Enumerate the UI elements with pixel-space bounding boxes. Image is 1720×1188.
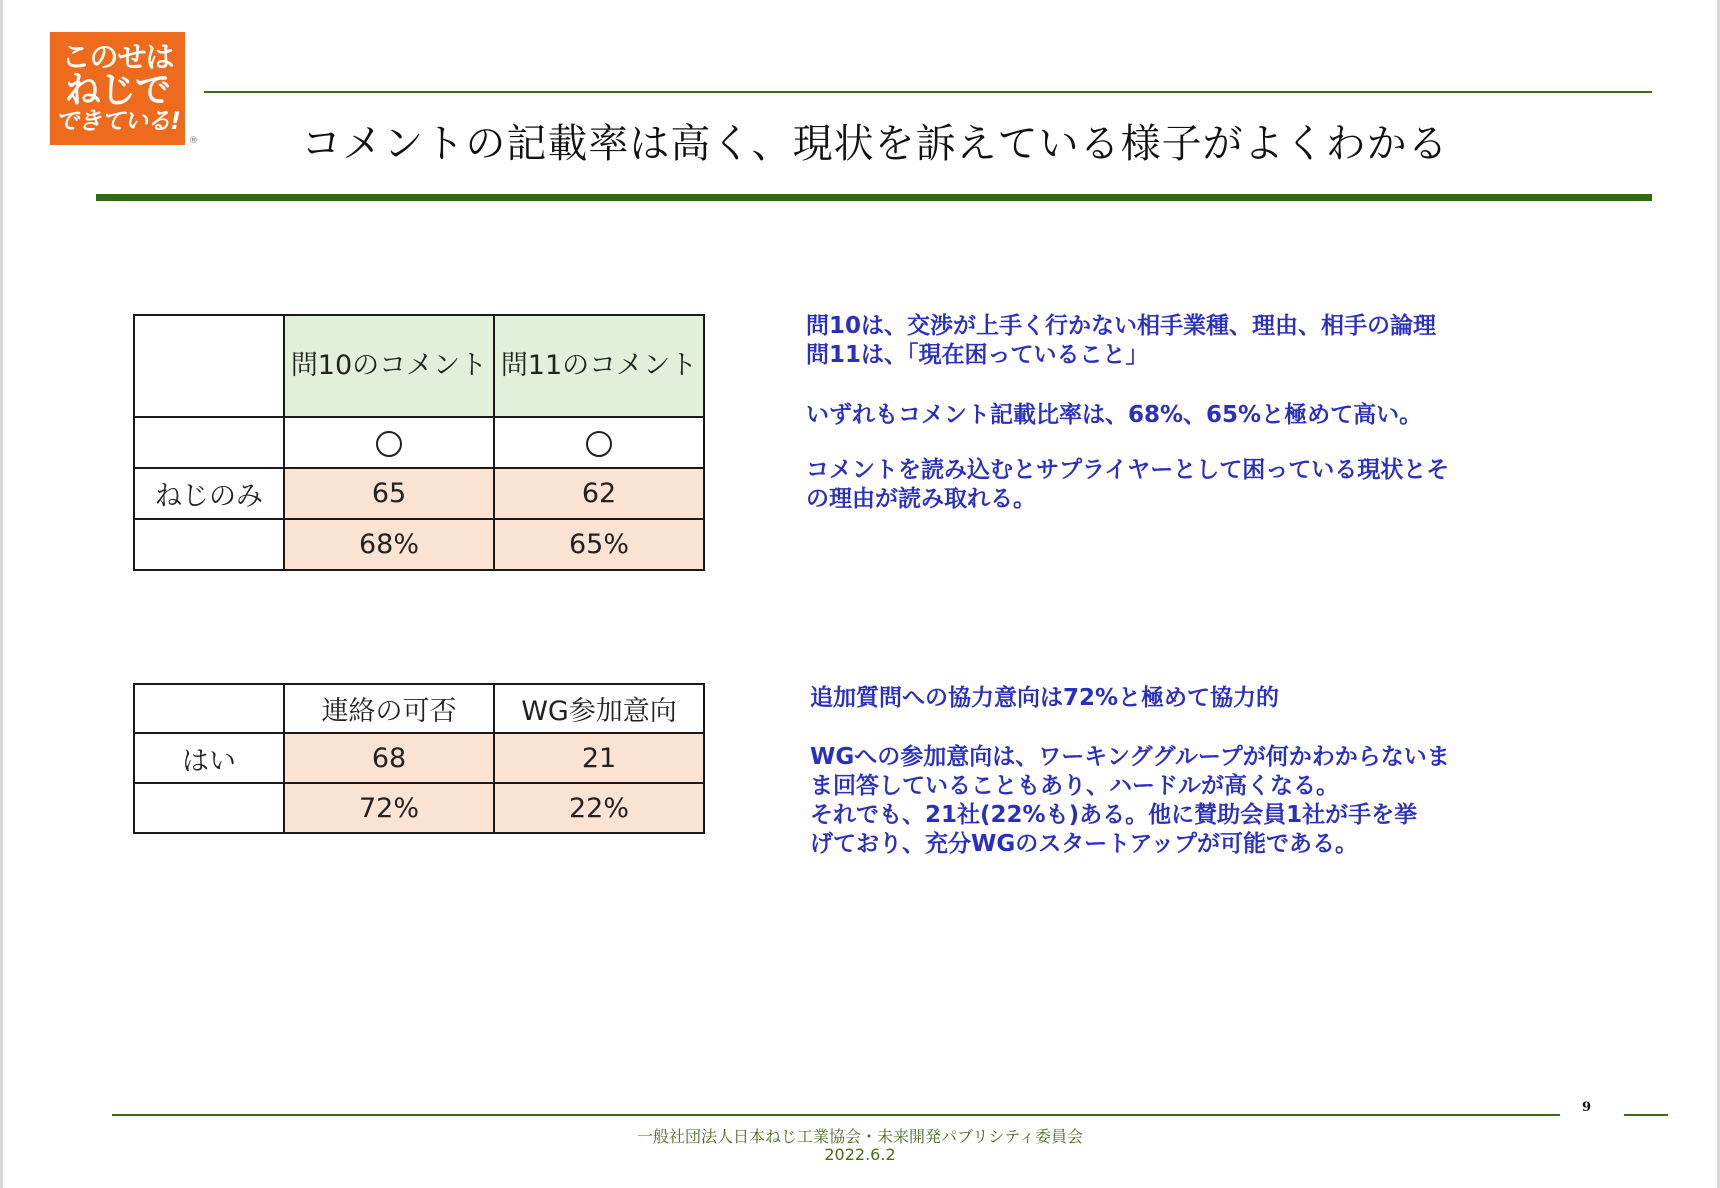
table-row — [134, 733, 704, 783]
table-row — [134, 417, 704, 468]
table-row — [134, 519, 704, 570]
logo-line-3: できている! — [55, 107, 180, 136]
column-header-q10: 問10のコメント — [284, 315, 494, 417]
registered-mark: ® — [189, 136, 198, 146]
circle-icon — [586, 431, 612, 457]
table-row — [134, 468, 704, 519]
title-bottom-rule — [96, 194, 1652, 201]
page-number: 9 — [1582, 1100, 1592, 1115]
footer-rule-short — [1624, 1114, 1668, 1116]
page-left-border — [0, 0, 3, 1188]
footer-date: 2022.6.2 — [824, 1145, 896, 1164]
table-row — [134, 783, 704, 833]
pct-cell-wg: 22% — [494, 783, 704, 833]
notes-wg-line-3: ま回答していることもあり、ハードルが高くなる。 — [810, 773, 1339, 799]
mark-cell-q10 — [284, 417, 494, 468]
count-cell-wg: 21 — [494, 733, 704, 783]
pct-cell-contact: 72% — [284, 783, 494, 833]
circle-icon — [376, 431, 402, 457]
table-row — [134, 315, 704, 417]
comment-rate-table — [133, 314, 705, 571]
notes-comments-line-4: コメントを読み込むとサプライヤーとして困っている現状とそ — [806, 457, 1450, 483]
notes-comments-line-1: 問10は、交渉が上手く行かない相手業種、理由、相手の論理 — [806, 313, 1437, 339]
table-corner-cell — [134, 315, 284, 417]
column-header-wg: WG参加意向 — [494, 684, 704, 733]
slide-title: コメントの記載率は高く、現状を訴えている様子がよくわかる — [301, 121, 1449, 167]
column-header-q11: 問11のコメント — [494, 315, 704, 417]
row-label-blank — [134, 417, 284, 468]
footer-rule — [112, 1114, 1560, 1116]
count-cell-q10: 65 — [284, 468, 494, 519]
notes-wg-line-2: WGへの参加意向は、ワーキンググループが何かわからないま — [810, 744, 1450, 770]
pct-cell-q10: 68% — [284, 519, 494, 570]
title-top-rule — [204, 91, 1652, 93]
notes-wg-line-4: それでも、21社(22%も)ある。他に賛助会員1社が手を挙 — [810, 802, 1418, 828]
notes-comments-line-5: の理由が読み取れる。 — [806, 486, 1036, 512]
footer-organization: 一般社団法人日本ねじ工業協会・未来開発パブリシティ委員会 — [636, 1127, 1084, 1146]
mark-cell-q11 — [494, 417, 704, 468]
table-row — [134, 684, 704, 733]
notes-comments-line-3: いずれもコメント記載比率は、68%、65%と極めて高い。 — [806, 402, 1423, 428]
notes-comments-line-2: 問11は、「現在困っていること」 — [806, 342, 1149, 368]
row-label-pct — [134, 783, 284, 833]
count-cell-contact: 68 — [284, 733, 494, 783]
row-label-yes: はい — [134, 733, 284, 783]
logo-line-2: ねじで — [64, 69, 170, 111]
row-label-pct — [134, 519, 284, 570]
count-cell-q11: 62 — [494, 468, 704, 519]
brand-logo — [50, 32, 185, 145]
pct-cell-q11: 65% — [494, 519, 704, 570]
notes-wg-line-5: げており、充分WGのスタートアップが可能である。 — [810, 831, 1358, 857]
notes-wg-line-1: 追加質問への協力意向は72%と極めて協力的 — [810, 685, 1280, 711]
participation-table — [133, 683, 705, 834]
logo-line-1: このせは — [61, 40, 174, 75]
row-label-screw-only: ねじのみ — [134, 468, 284, 519]
table-corner-cell — [134, 684, 284, 733]
column-header-contact: 連絡の可否 — [284, 684, 494, 733]
